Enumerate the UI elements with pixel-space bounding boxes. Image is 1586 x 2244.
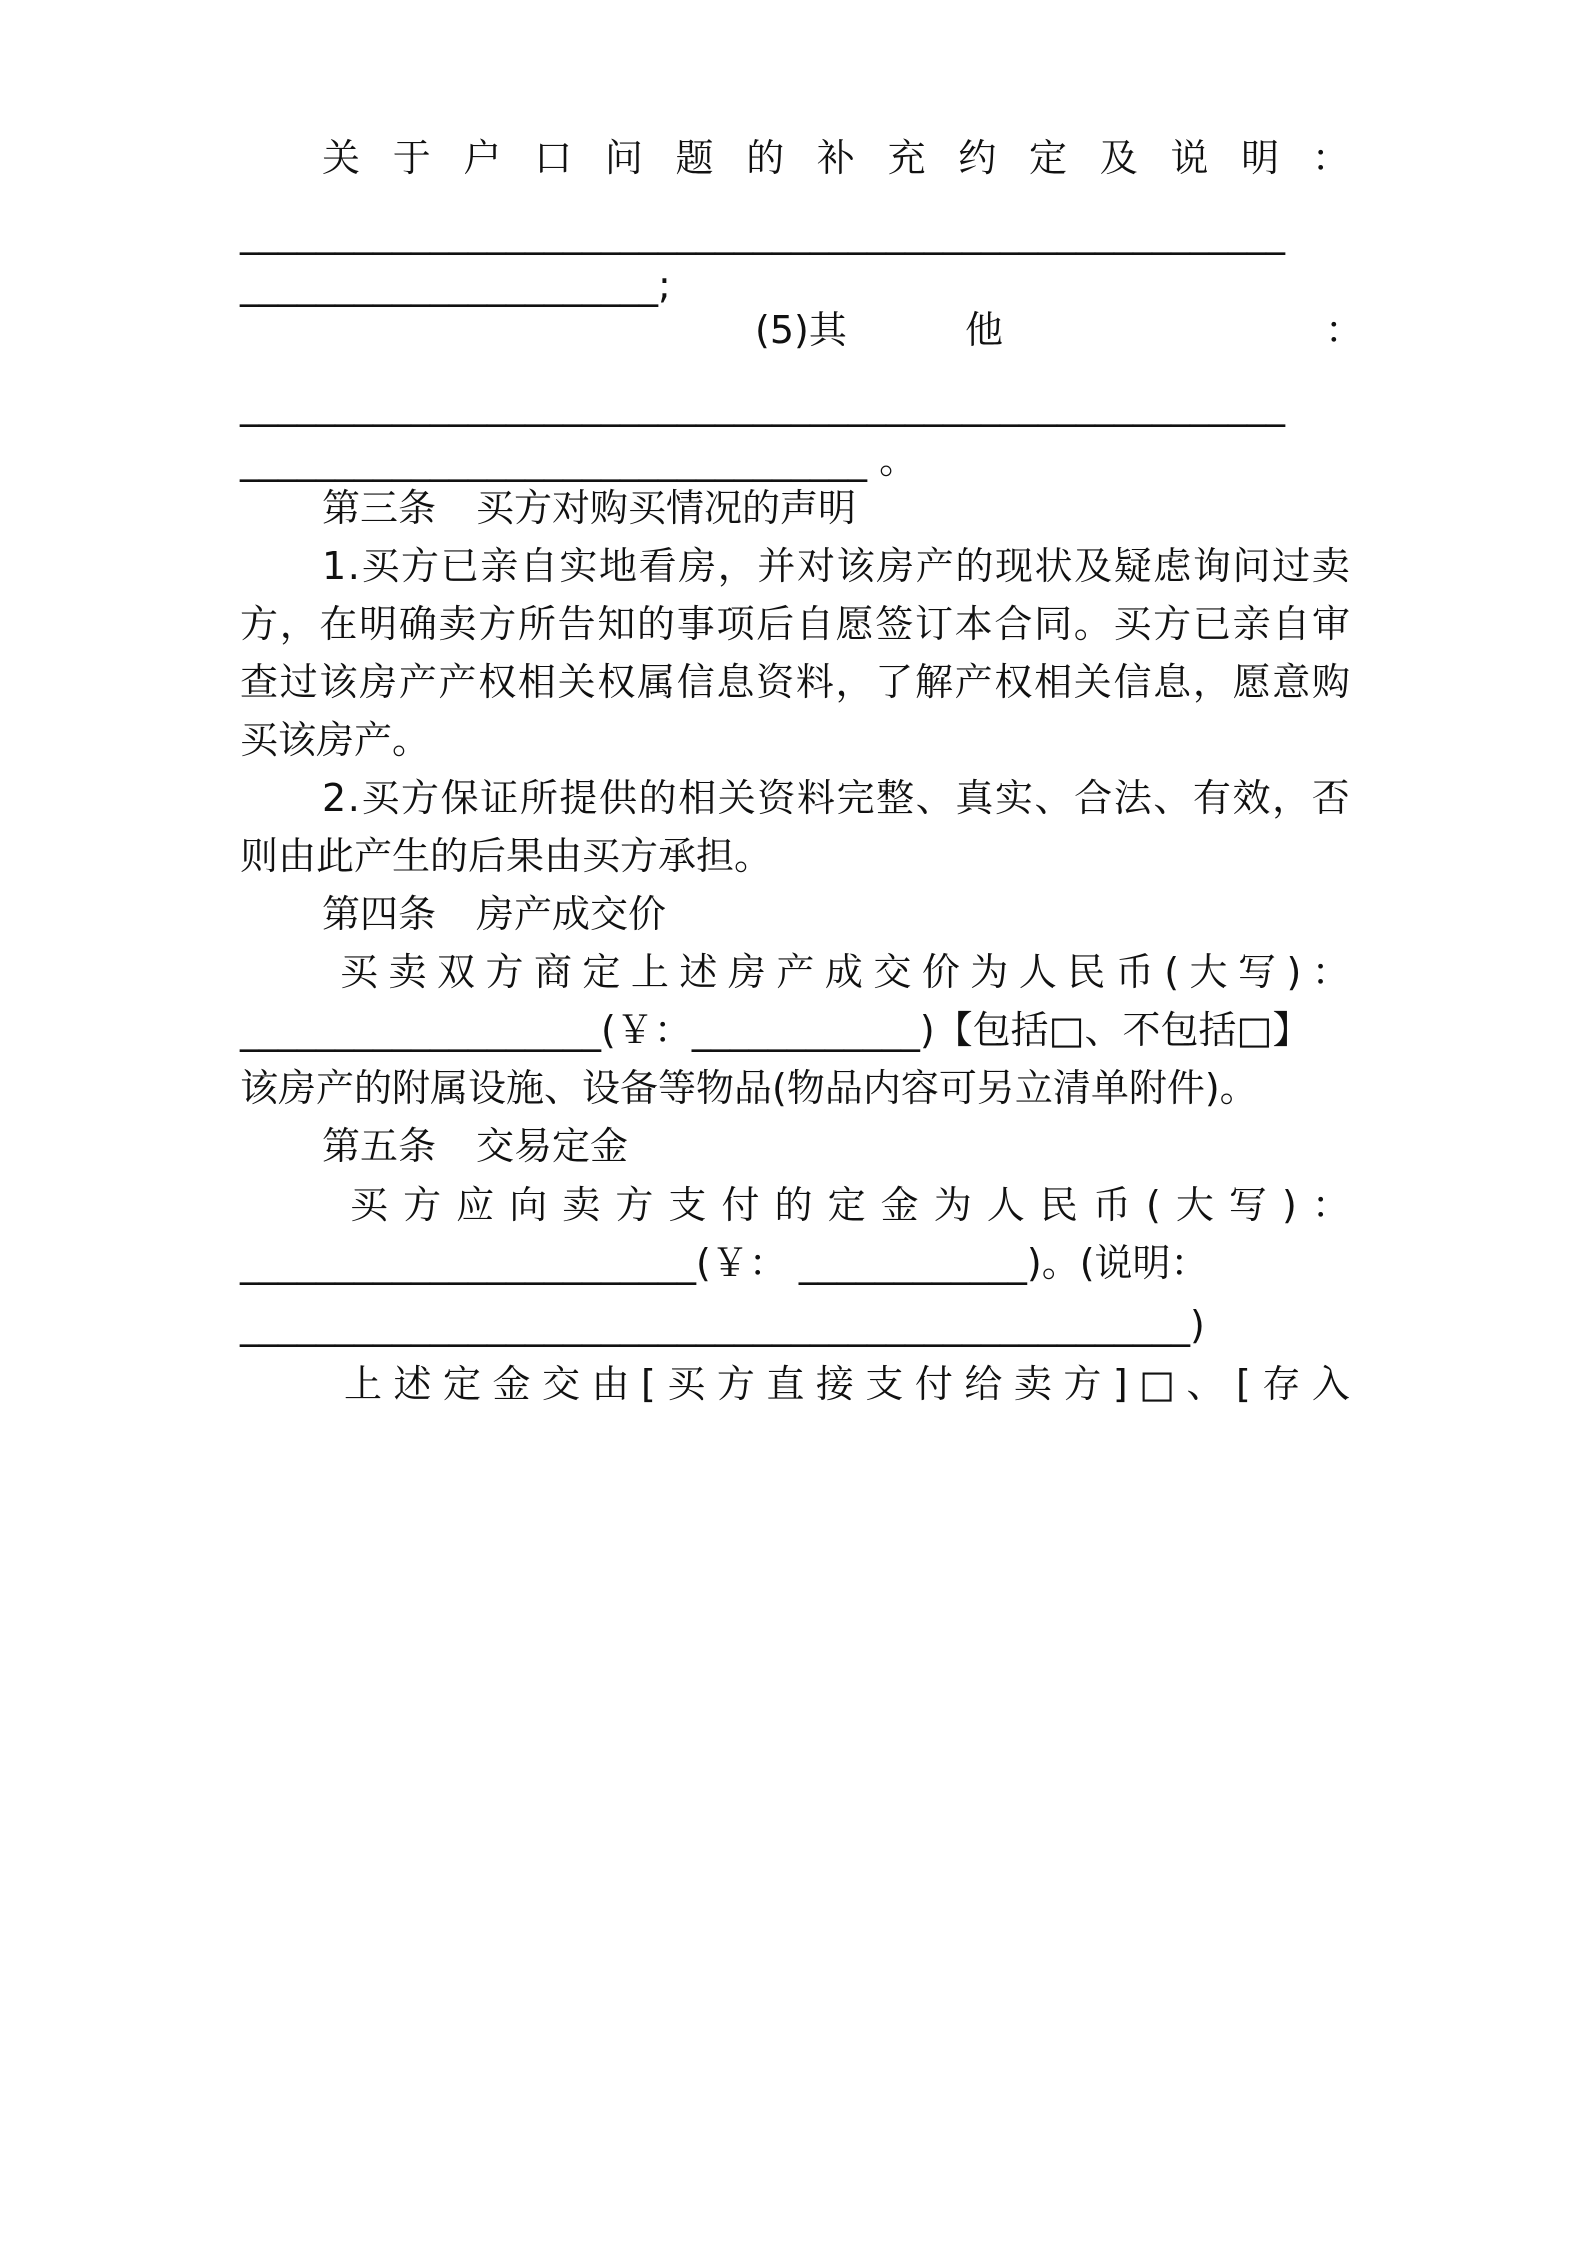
text-glyph: 由: [591, 1362, 630, 1406]
text-glyph: 买: [340, 950, 379, 994]
text-glyph: 相: [1034, 660, 1073, 704]
text-glyph: 方: [403, 1183, 442, 1227]
text-glyph: 虑: [1153, 544, 1192, 588]
text-glyph: 。: [1073, 602, 1112, 646]
text-glyph: 权: [597, 660, 636, 704]
text-glyph: 方: [478, 602, 517, 646]
article-5-heading: [322, 1116, 1350, 1176]
text-glyph: 保: [440, 776, 479, 820]
text-glyph: 房: [876, 544, 915, 588]
text-glyph: 亲: [480, 544, 519, 588]
text-glyph: 、: [915, 776, 954, 820]
other-item-text: 他: [965, 308, 1004, 352]
paragraph-line: [322, 536, 1350, 596]
article-3-number: 第三条: [322, 486, 437, 530]
text-glyph: 权: [478, 660, 517, 704]
text-glyph: 有: [1192, 776, 1231, 820]
text-glyph: .: [347, 776, 360, 820]
text-glyph: 民: [1039, 1183, 1078, 1227]
text-glyph: 自: [1272, 602, 1311, 646]
text-glyph: 状: [1034, 544, 1073, 588]
text-glyph: ): [1281, 1183, 1297, 1227]
text-glyph: 项: [716, 602, 755, 646]
article-5-number: 第五条: [322, 1124, 437, 1168]
text-glyph: 证: [480, 776, 519, 820]
text-glyph: 料: [796, 776, 835, 820]
text-glyph: 补: [816, 136, 855, 180]
article-5-title: 交易定金: [476, 1124, 629, 1168]
text-glyph: 及: [1099, 136, 1138, 180]
price-clause-line: [340, 942, 1350, 1002]
text-glyph: ): [1286, 950, 1302, 994]
text-glyph: ：: [1311, 136, 1350, 180]
text-glyph: 关: [557, 660, 596, 704]
text-glyph: 产: [915, 544, 954, 588]
text-glyph: 支: [668, 1183, 707, 1227]
text-glyph: 关: [322, 136, 361, 180]
text-glyph: 完: [836, 776, 875, 820]
text-glyph: 、: [1153, 776, 1192, 820]
text-glyph: (: [1145, 1183, 1161, 1227]
text-glyph: ]: [1112, 1362, 1128, 1406]
text-glyph: 入: [1311, 1362, 1350, 1406]
text-glyph: 及: [1074, 544, 1113, 588]
text-glyph: 在: [319, 602, 358, 646]
text-glyph: 产: [954, 660, 993, 704]
text-glyph: 知: [597, 602, 636, 646]
paragraph-line: 则由此产生的后果由买方承担。: [240, 834, 773, 878]
text-glyph: 定: [1029, 136, 1068, 180]
text-glyph: 并: [757, 544, 796, 588]
text-glyph: 卖: [438, 602, 477, 646]
text-glyph: 愿: [1232, 660, 1271, 704]
text-glyph: 商: [533, 950, 572, 994]
text-glyph: 写: [1228, 1183, 1267, 1227]
article-4-number: 第四条: [322, 892, 437, 936]
text-glyph: 成: [824, 950, 863, 994]
text-glyph: 产: [776, 950, 815, 994]
text-glyph: ，: [1192, 660, 1231, 704]
blank-line: __________________________________________________): [240, 1303, 1205, 1347]
text-glyph: 卖: [388, 950, 427, 994]
text-glyph: 1: [322, 544, 347, 588]
text-glyph: 卖: [1013, 1362, 1052, 1406]
text-glyph: 买: [667, 1362, 706, 1406]
text-glyph: 金: [492, 1362, 531, 1406]
text-glyph: 真: [955, 776, 994, 820]
text-glyph: 问: [604, 136, 643, 180]
text-glyph: .: [347, 544, 360, 588]
text-glyph: 信: [1113, 660, 1152, 704]
text-glyph: 合: [994, 602, 1033, 646]
paragraph-line: [240, 594, 1350, 654]
text-glyph: 房: [678, 544, 717, 588]
text-glyph: 、: [1186, 1362, 1225, 1406]
text-glyph: 效: [1232, 776, 1271, 820]
text-glyph: 方: [1063, 1362, 1102, 1406]
text-glyph: 所: [517, 602, 556, 646]
text-glyph: 意: [1272, 660, 1311, 704]
text-glyph: 签: [875, 602, 914, 646]
text-glyph: 方: [401, 776, 440, 820]
other-item-number: (5)其: [755, 308, 847, 352]
text-glyph: ：: [1311, 1183, 1350, 1227]
deposit-blank-line: ________________________(￥： ____________)。(说明：: [240, 1241, 1209, 1285]
text-glyph: 写: [1238, 950, 1277, 994]
text-glyph: 实: [994, 776, 1033, 820]
text-glyph: 方: [1153, 602, 1192, 646]
text-glyph: 供: [599, 776, 638, 820]
text-glyph: 方: [615, 1183, 654, 1227]
text-glyph: 询: [1192, 544, 1231, 588]
text-glyph: 的: [637, 602, 676, 646]
text-glyph: ，: [1272, 776, 1311, 820]
text-glyph: 2: [322, 776, 347, 820]
text-glyph: 问: [1232, 544, 1271, 588]
text-glyph: 该: [836, 544, 875, 588]
text-glyph: 资: [756, 660, 795, 704]
text-glyph: 于: [392, 136, 431, 180]
text-glyph: 审: [1311, 602, 1350, 646]
blank-line: _______________________________________________________: [240, 383, 1285, 427]
text-glyph: 法: [1113, 776, 1152, 820]
text-glyph: 卖: [562, 1183, 601, 1227]
text-glyph: 提: [559, 776, 598, 820]
other-item-colon: ：: [1325, 308, 1364, 352]
text-glyph: 交: [873, 950, 912, 994]
text-glyph: ，: [835, 660, 874, 704]
text-glyph: 房: [727, 950, 766, 994]
price-blank-line: ___________________(￥：____________)【包括□、不包括□】: [240, 1008, 1311, 1052]
text-glyph: 交: [542, 1362, 581, 1406]
text-glyph: 息: [716, 660, 755, 704]
text-glyph: 、: [1034, 776, 1073, 820]
other-item-label: [240, 300, 1364, 360]
text-glyph: 为: [970, 950, 1009, 994]
text-glyph: 合: [1074, 776, 1113, 820]
text-glyph: 上: [344, 1362, 383, 1406]
text-glyph: 述: [393, 1362, 432, 1406]
text-glyph: 购: [1311, 660, 1350, 704]
text-glyph: 愿: [835, 602, 874, 646]
text-glyph: 所: [519, 776, 558, 820]
text-glyph: 民: [1067, 950, 1106, 994]
text-glyph: 口: [534, 136, 573, 180]
text-glyph: 的: [955, 544, 994, 588]
text-glyph: 关: [717, 776, 756, 820]
deposit-custody-line: [344, 1354, 1350, 1414]
text-glyph: 价: [921, 950, 960, 994]
text-glyph: 约: [958, 136, 997, 180]
text-glyph: 关: [1073, 660, 1112, 704]
deposit-clause-line: [350, 1175, 1350, 1235]
text-glyph: [: [641, 1362, 656, 1406]
blank-line: _________________________________ 。: [240, 438, 918, 482]
blank-line: _______________________________________________________: [240, 211, 1285, 255]
text-glyph: 买: [350, 1183, 389, 1227]
text-glyph: 的: [638, 776, 677, 820]
paragraph-line: 买该房产。: [240, 718, 431, 762]
text-glyph: 权: [994, 660, 1033, 704]
text-glyph: 疑: [1113, 544, 1152, 588]
text-glyph: 明: [359, 602, 398, 646]
text-glyph: 人: [986, 1183, 1025, 1227]
text-glyph: 定: [443, 1362, 482, 1406]
text-glyph: 给: [964, 1362, 1003, 1406]
text-glyph: 人: [1018, 950, 1057, 994]
text-glyph: 直: [766, 1362, 805, 1406]
text-glyph: 属: [637, 660, 676, 704]
text-glyph: 金: [880, 1183, 919, 1227]
text-glyph: 信: [676, 660, 715, 704]
text-glyph: 支: [865, 1362, 904, 1406]
text-glyph: 同: [1034, 602, 1073, 646]
text-glyph: ，: [717, 544, 756, 588]
text-glyph: 卖: [1311, 544, 1350, 588]
blank-line: ______________________;: [240, 263, 671, 307]
text-glyph: 币: [1115, 950, 1154, 994]
text-glyph: 息: [1153, 660, 1192, 704]
hukou-supplement-label: [322, 128, 1350, 188]
text-glyph: 资: [757, 776, 796, 820]
text-glyph: 了: [875, 660, 914, 704]
text-glyph: 方: [485, 950, 524, 994]
text-glyph: 双: [436, 950, 475, 994]
text-glyph: ，: [279, 602, 318, 646]
paragraph-line: [322, 768, 1350, 828]
text-glyph: 房: [359, 660, 398, 704]
text-glyph: 述: [679, 950, 718, 994]
text-glyph: 上: [630, 950, 669, 994]
text-glyph: 过: [1272, 544, 1311, 588]
article-3-title: 买方对购买情况的声明: [476, 486, 857, 530]
text-glyph: 地: [599, 544, 638, 588]
text-glyph: 付: [914, 1362, 953, 1406]
text-glyph: [: [1236, 1362, 1251, 1406]
text-glyph: (: [1164, 950, 1180, 994]
text-glyph: 该: [319, 660, 358, 704]
text-glyph: 大: [1189, 950, 1228, 994]
text-glyph: 事: [676, 602, 715, 646]
text-glyph: 实: [559, 544, 598, 588]
text-glyph: 明: [1241, 136, 1280, 180]
text-glyph: 定: [827, 1183, 866, 1227]
text-glyph: 自: [519, 544, 558, 588]
text-glyph: 币: [1092, 1183, 1131, 1227]
text-glyph: 说: [1170, 136, 1209, 180]
text-glyph: 过: [279, 660, 318, 704]
text-glyph: 本: [954, 602, 993, 646]
text-glyph: 向: [509, 1183, 548, 1227]
text-glyph: 买: [1113, 602, 1152, 646]
text-glyph: 查: [240, 660, 279, 704]
text-glyph: 的: [746, 136, 785, 180]
text-glyph: 料: [795, 660, 834, 704]
text-glyph: 对: [796, 544, 835, 588]
text-glyph: 存: [1262, 1362, 1301, 1406]
text-glyph: 题: [675, 136, 714, 180]
text-glyph: 方: [716, 1362, 755, 1406]
text-glyph: 大: [1175, 1183, 1214, 1227]
text-glyph: 产: [438, 660, 477, 704]
text-glyph: 已: [1192, 602, 1231, 646]
text-glyph: ：: [1311, 950, 1350, 994]
text-glyph: 充: [887, 136, 926, 180]
text-glyph: 已: [440, 544, 479, 588]
text-glyph: 应: [456, 1183, 495, 1227]
text-glyph: 为: [933, 1183, 972, 1227]
text-glyph: 相: [678, 776, 717, 820]
article-4-heading: [322, 884, 1350, 944]
text-glyph: 亲: [1232, 602, 1271, 646]
text-glyph: 付: [721, 1183, 760, 1227]
text-glyph: 订: [914, 602, 953, 646]
paragraph-line: 该房产的附属设施、设备等物品(物品内容可另立清单附件)。: [240, 1066, 1258, 1110]
text-glyph: 现: [994, 544, 1033, 588]
text-glyph: 告: [557, 602, 596, 646]
text-glyph: 方: [401, 544, 440, 588]
paragraph-line: [240, 652, 1350, 712]
article-4-title: 房产成交价: [476, 892, 667, 936]
text-glyph: 看: [638, 544, 677, 588]
text-glyph: 买: [361, 544, 400, 588]
text-glyph: 相: [517, 660, 556, 704]
text-glyph: 自: [795, 602, 834, 646]
text-glyph: 产: [398, 660, 437, 704]
text-glyph: 买: [361, 776, 400, 820]
article-3-heading: [322, 478, 1350, 538]
text-glyph: 户: [463, 136, 502, 180]
text-glyph: 解: [914, 660, 953, 704]
text-glyph: □: [1139, 1362, 1176, 1406]
text-glyph: 定: [582, 950, 621, 994]
text-glyph: 后: [756, 602, 795, 646]
text-glyph: 的: [774, 1183, 813, 1227]
text-glyph: 方: [240, 602, 279, 646]
text-glyph: 整: [876, 776, 915, 820]
text-glyph: 确: [398, 602, 437, 646]
text-glyph: 否: [1311, 776, 1350, 820]
text-glyph: 接: [815, 1362, 854, 1406]
